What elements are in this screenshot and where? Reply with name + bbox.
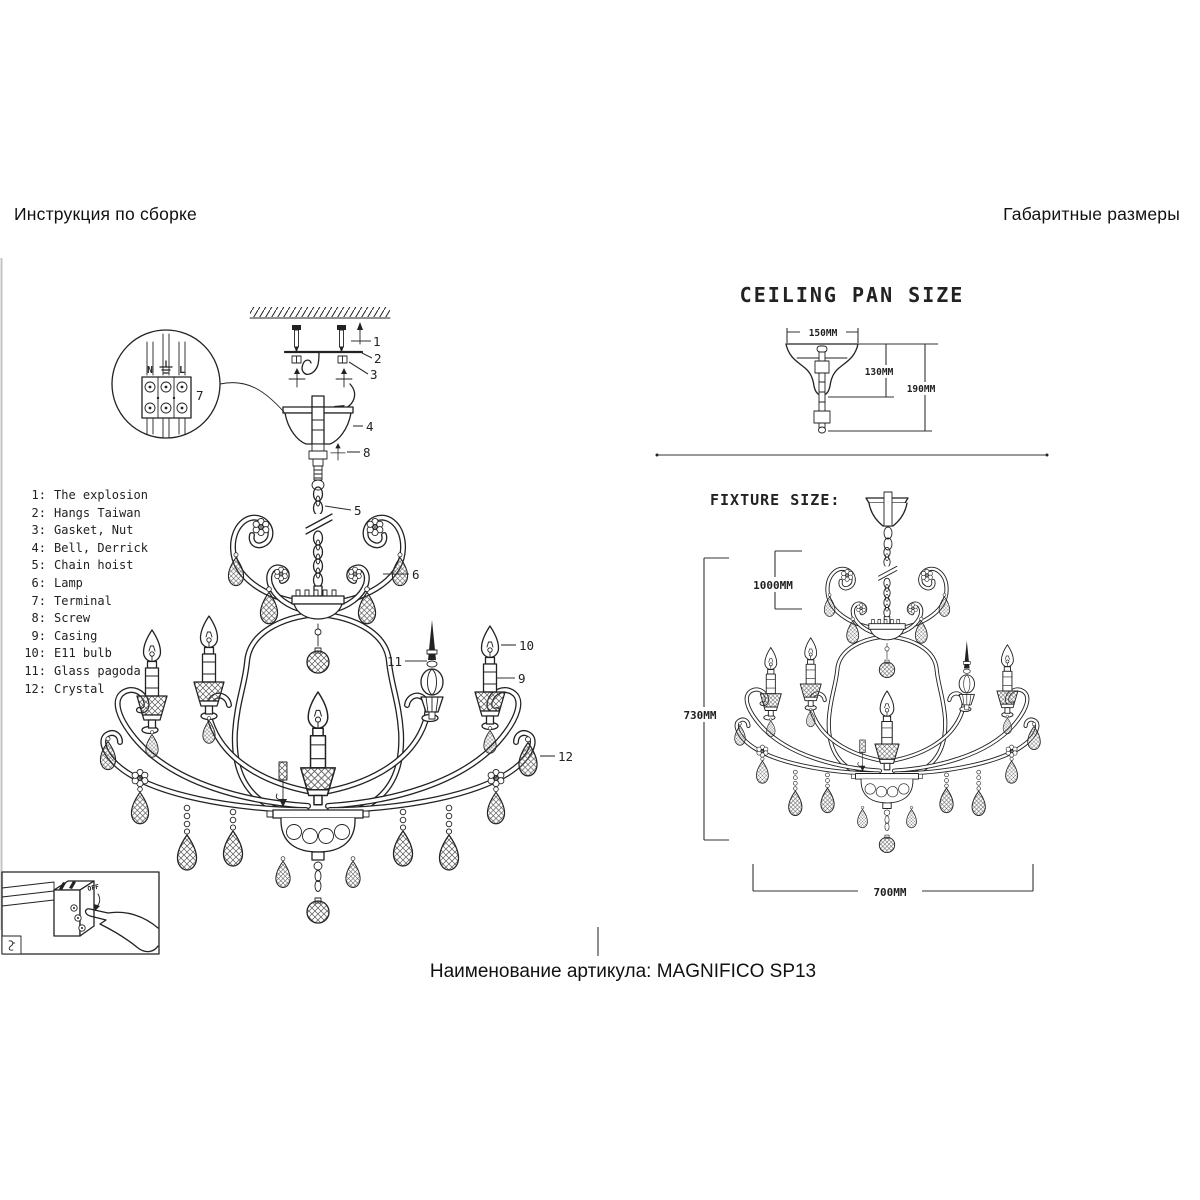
part-label: E11 bulb: [54, 646, 112, 661]
parts-list-item: [12, 540, 148, 558]
callout-1: 1: [373, 334, 381, 349]
parts-list-item: [12, 610, 148, 628]
parts-list-item: [12, 628, 148, 646]
ceiling-pan-drawing: [786, 325, 943, 433]
part-label: Hangs Taiwan: [54, 505, 141, 520]
page-title-dimensions: Габаритные размеры: [1003, 204, 1180, 224]
page-title-assembly: Инструкция по сборке: [14, 204, 197, 224]
pan-total-height-label: 190MM: [906, 384, 936, 395]
part-label: Chain hoist: [54, 558, 134, 573]
part-number: 9:: [31, 628, 46, 643]
power-off-inset: [2, 872, 159, 954]
body-width-label: 700MM: [873, 886, 907, 899]
part-number: 7:: [31, 593, 46, 608]
section-divider: [656, 454, 1049, 457]
screw-stack: [309, 444, 327, 490]
part-number: 6:: [31, 575, 46, 590]
part-number: 5:: [31, 558, 46, 573]
part-label: Gasket, Nut: [54, 523, 134, 538]
parts-list-item: [12, 557, 148, 575]
ceiling-hook-icon: [302, 353, 319, 374]
parts-list-item: [12, 645, 148, 663]
parts-list-item: [12, 593, 148, 611]
callout-4: 4: [366, 419, 374, 434]
parts-list-item: [12, 681, 148, 699]
parts-list-item: [12, 663, 148, 681]
earth-icon: [160, 361, 172, 373]
ceiling-pan-title: CEILING PAN SIZE: [739, 283, 965, 307]
callout-9: 9: [518, 671, 526, 686]
part-label: Terminal: [54, 593, 112, 608]
part-number: 11:: [24, 663, 46, 678]
callout-7: 7: [196, 388, 204, 403]
callout-6: 6: [412, 567, 420, 582]
part-label: Crystal: [54, 681, 105, 696]
terminal-neutral-label: N: [147, 365, 153, 376]
pan-width-label: 150MM: [808, 328, 838, 339]
anchor-bolt-icon: [292, 325, 346, 353]
part-number: 8:: [31, 611, 46, 626]
callout-11: 11: [386, 654, 402, 669]
dimensions-diagram: [656, 283, 1049, 899]
callout-8: 8: [363, 445, 371, 460]
part-label: The explosion: [54, 488, 148, 502]
part-number: 1:: [31, 488, 46, 502]
part-number: 2:: [31, 505, 46, 520]
callout-12: 12: [558, 749, 574, 764]
body-width-dimension: [753, 864, 1033, 899]
terminal-detail: [112, 330, 284, 438]
callout-5: 5: [354, 503, 362, 518]
part-label: Glass pagoda: [54, 663, 141, 678]
part-number: 10:: [24, 646, 46, 661]
ceiling-hatch-icon: [250, 307, 390, 318]
parts-list-item: [12, 505, 148, 523]
parts-list: [12, 487, 148, 698]
pan-height-label: 130MM: [864, 367, 894, 378]
body-height-label: 730MM: [683, 709, 717, 722]
callout-10: 10: [519, 638, 535, 653]
part-label: Bell, Derrick: [54, 540, 148, 555]
part-number: 12:: [24, 681, 46, 696]
fixture-size-title: FIXTURE SIZE:: [710, 491, 841, 509]
terminal-live-label: L: [179, 365, 185, 376]
part-number: 4:: [31, 540, 46, 555]
fixture-drawing: [735, 492, 1041, 853]
body-height-dimension: [671, 558, 730, 840]
parts-list-item: [12, 487, 148, 505]
callout-3: 3: [370, 367, 378, 382]
inset-off-label: OFF: [86, 882, 100, 893]
suspension-dimension: [742, 551, 804, 609]
canopy-bell: [283, 396, 353, 444]
parts-list-item: [12, 522, 148, 540]
parts-list-item: [12, 575, 148, 593]
part-label: Casing: [54, 628, 98, 643]
suspension-label: 1000MM: [753, 579, 793, 592]
article-name: Наименование артикула: MAGNIFICO SP13: [429, 961, 817, 982]
callout-leaders: [325, 341, 555, 756]
part-label: Lamp: [54, 575, 83, 590]
part-number: 3:: [31, 523, 46, 538]
part-label: Screw: [54, 611, 91, 626]
callout-2: 2: [374, 351, 382, 366]
